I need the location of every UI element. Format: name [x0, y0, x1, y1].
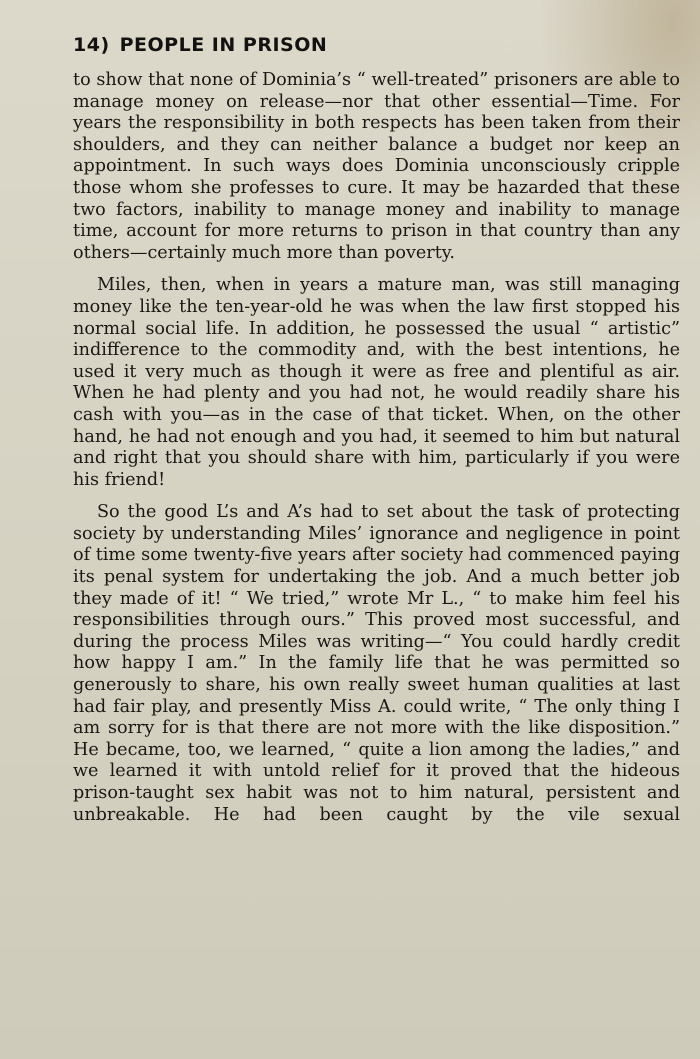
paragraph-1: to show that none of Dominia’s “ well-treated” prisoners are able to manage money on release—nor that other essential—Time. For years the responsibility in both respects has been taken from their shoulders, and they can neither balance a budget nor keep an appointment. In such ways does Dominia unconsciously cripple those whom she professes to cure. It may be hazarded that these two factors, inability to manage money and inability to manage time, account for more returns to prison in that country than any others—certainly much more than poverty.: [73, 70, 680, 263]
body-text: [73, 70, 680, 826]
running-head-title: PEOPLE IN PRISON: [119, 34, 328, 56]
paragraph-3: So the good L’s and A’s had to set about the task of protecting society by understanding Miles’ ignorance and negligence in point of time some twenty-five years after society had commenced paying its penal system for undertaking the job. And a much better job they made of it! “ We tried,” wrote Mr L., “ to make him feel his responsibilities through ours.” This proved most successful, and during the process Miles was writing—“ You could hardly credit how happy I am.” In the family life that he was permitted so generously to share, his own really sweet human qualities at last had fair play, and presently Miss A. could write, “ The only thing I am sorry for is that there are not more with the like disposition.” He became, too, we learned, “ quite a lion among the ladies,” and we learned it with untold relief for it proved that the hideous prison-taught sex habit was not to him natural, persistent and unbreakable. He had been caught by the vile sexual: [73, 502, 680, 825]
page-number: 14): [73, 34, 110, 56]
running-head: [73, 34, 327, 56]
paragraph-2: Miles, then, when in years a mature man, was still managing money like the ten-year-old he was when the law first stopped his normal social life. In addition, he possessed the usual “ artistic” indifference to the commodity and, with the best intentions, he used it very much as though it were as free and plentiful as air. When he had plenty and you had not, he would readily share his cash with you—as in the case of that ticket. When, on the other hand, he had not enough and you had, it seemed to him but natural and right that you should share with him, particularly if you were his friend!: [73, 275, 680, 490]
